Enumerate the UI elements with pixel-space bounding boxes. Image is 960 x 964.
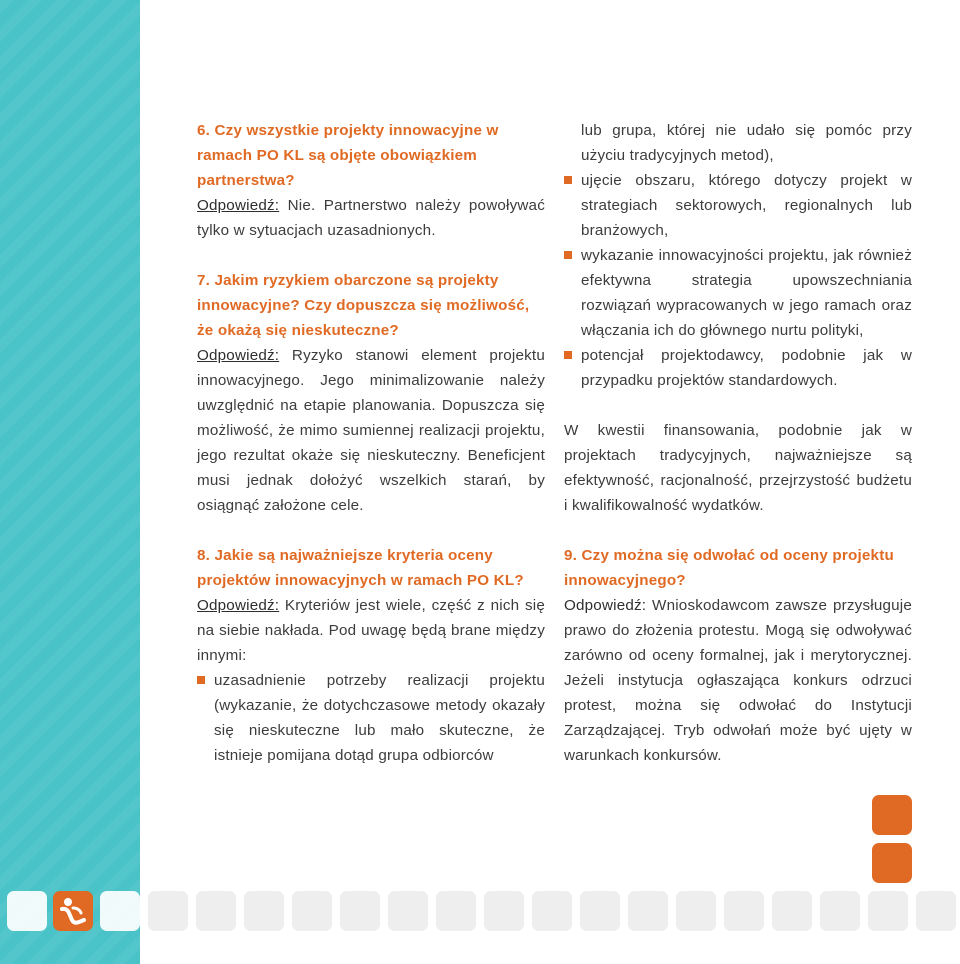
answer-9-text: Wnioskodawcom zawsze przysługuje prawo do złożenia protestu. Mogą się odwoływać zarówno od oceny formalnej, jak i merytorycznej. Jeżeli instytucja ogłaszająca konkurs odrzuci protest, można się odwołać do Instytucji Zarządzającej. Tryb odwołań może być ujęty w warunkach konkursów. xyxy=(564,597,912,764)
answer-7-label: Odpowiedź: xyxy=(197,347,280,364)
criteria-item-4: potencjał projektodawcy, podobnie jak w przypadku projektów standardowych. xyxy=(564,343,912,393)
square xyxy=(244,891,284,931)
criteria-list xyxy=(197,668,545,768)
answer-8-label: Odpowiedź: xyxy=(197,597,280,614)
question-6-title: 6. Czy wszystkie projekty innowacyjne w ramach PO KL są objęte obowiązkiem partnerstwa? xyxy=(197,122,499,189)
orange-square-top xyxy=(872,795,912,835)
answer-7-text: Ryzyko stanowi element projektu innowacyjnego. Jego minimalizowanie należy uwzględnić na etapie planowania. Dopuszcza się możliwość, że mimo sumiennej realizacji projektu, jego rezultat okaże się nieskuteczny. Beneficjent musi jednak dołożyć wszelkich starań, by osiągnąć założone cele. xyxy=(197,347,545,514)
square xyxy=(436,891,476,931)
square xyxy=(292,891,332,931)
answer-6-text: Nie. Partnerstwo należy powoływać tylko w sytuacjach uzasadnionych. xyxy=(197,197,545,239)
orange-square-bottom xyxy=(872,843,912,883)
right-column xyxy=(564,118,912,768)
answer-8 xyxy=(197,593,545,668)
left-column xyxy=(197,118,545,768)
square xyxy=(196,891,236,931)
square xyxy=(7,891,47,931)
square xyxy=(148,891,188,931)
criteria-item-1-continued: lub grupa, której nie udało się pomóc przy użyciu tradycyjnych metod), xyxy=(581,122,912,164)
criteria-item-1: uzasadnienie potrzeby realizacji projektu (wykazanie, że dotychczasowe metody okazały się nieskuteczne lub mało skuteczne, że istnieje pomijana dotąd grupa odbiorców xyxy=(197,668,545,768)
teal-sidebar xyxy=(0,0,140,964)
answer-6-label: Odpowiedź: xyxy=(197,197,280,214)
square xyxy=(676,891,716,931)
square xyxy=(868,891,908,931)
criteria-item-3: wykazanie innowacyjności projektu, jak również efektywna strategia upowszechniania rozwiązań wypracowanych w jego ramach oraz włączania ich do głównego nurtu polityki, xyxy=(564,243,912,343)
square xyxy=(628,891,668,931)
criteria-item-2: ujęcie obszaru, którego dotyczy projekt w strategiach sektorowych, regionalnych lub branżowych, xyxy=(564,168,912,243)
question-8-title: 8. Jakie są najważniejsze kryteria oceny projektów innowacyjnych w ramach PO KL? xyxy=(197,547,524,589)
financing-paragraph: W kwestii finansowania, podobnie jak w projektach tradycyjnych, najważniejsze są efektywność, racjonalność, przejrzystość budżetu i kwalifikowalność wydatków. xyxy=(564,422,912,514)
square xyxy=(580,891,620,931)
square xyxy=(388,891,428,931)
criteria-list-continued xyxy=(564,168,912,393)
answer-9-label: Odpowiedź: xyxy=(564,597,647,614)
square xyxy=(532,891,572,931)
square xyxy=(340,891,380,931)
question-7-title: 7. Jakim ryzykiem obarczone są projekty innowacyjne? Czy dopuszcza się możliwość, że okażą się nieskuteczne? xyxy=(197,272,530,339)
answer-9 xyxy=(564,593,912,768)
square xyxy=(100,891,140,931)
answer-6 xyxy=(197,193,545,243)
answer-7 xyxy=(197,343,545,518)
answer-8-text: Kryteriów jest wiele, część z nich się na siebie nakłada. Pod uwagę będą brane między innymi: xyxy=(197,597,545,664)
square xyxy=(724,891,764,931)
square xyxy=(484,891,524,931)
square xyxy=(820,891,860,931)
program-logo-icon xyxy=(53,891,93,931)
square xyxy=(772,891,812,931)
square xyxy=(916,891,956,931)
decorative-square-row xyxy=(0,891,960,931)
question-9-title: 9. Czy można się odwołać od oceny projektu innowacyjnego? xyxy=(564,547,894,589)
